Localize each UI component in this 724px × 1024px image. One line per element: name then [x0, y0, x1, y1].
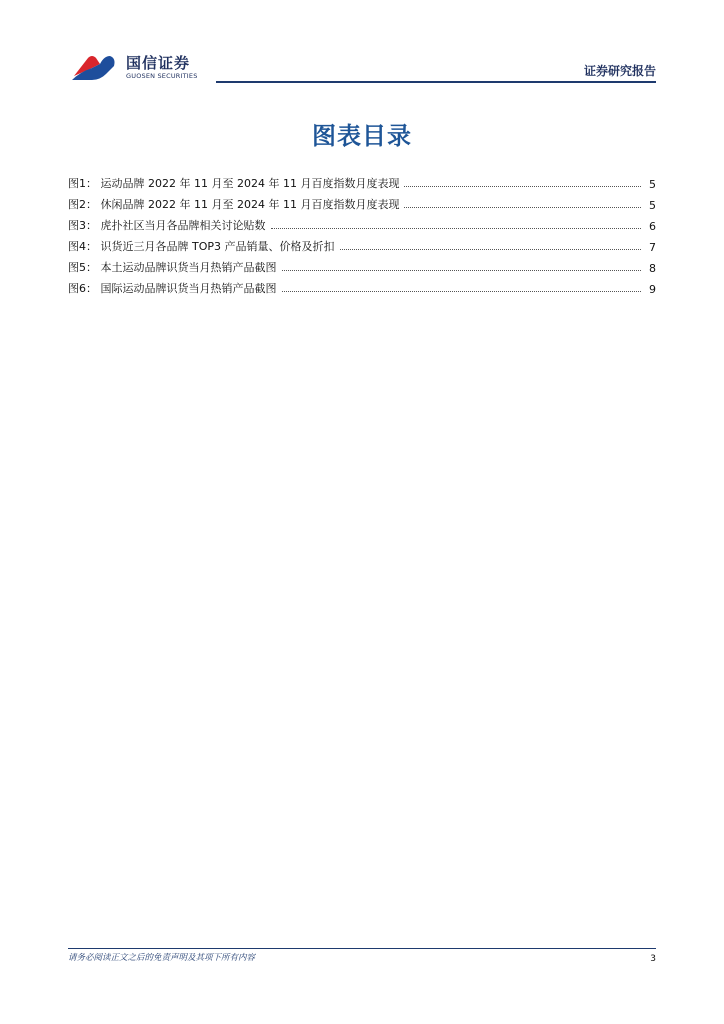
- header-divider: [216, 81, 656, 83]
- toc-entry-label: 图6： 国际运动品牌识货当月热销产品截图: [68, 282, 277, 295]
- guosen-logo-icon: [70, 50, 124, 84]
- page-number: 3: [650, 954, 656, 964]
- logo-name-en: GUOSEN SECURITIES: [126, 72, 198, 80]
- toc-dot-leader: [271, 228, 642, 229]
- footer-disclaimer: 请务必阅读正文之后的免责声明及其项下所有内容: [68, 953, 256, 963]
- toc-entry-label: 图1： 运动品牌 2022 年 11 月至 2024 年 11 月百度指数月度表现: [68, 177, 400, 190]
- figure-toc: [68, 170, 656, 296]
- toc-entry[interactable]: [68, 254, 656, 275]
- toc-entry-page: 5: [649, 199, 656, 212]
- toc-entry-label: 图5： 本土运动品牌识货当月热销产品截图: [68, 261, 277, 274]
- toc-entry-label: 图4： 识货近三月各品牌 TOP3 产品销量、价格及折扣: [68, 240, 335, 253]
- toc-entry-page: 8: [649, 262, 656, 275]
- report-type-label: 证券研究报告: [583, 64, 656, 78]
- toc-dot-leader: [282, 291, 642, 292]
- toc-entry[interactable]: [68, 233, 656, 254]
- guosen-logo: [70, 50, 210, 86]
- footer-divider: [68, 948, 656, 949]
- logo-name-cn: 国信证券: [126, 54, 191, 72]
- toc-dot-leader: [340, 249, 642, 250]
- toc-entry-label: 图3： 虎扑社区当月各品牌相关讨论贴数: [68, 219, 266, 232]
- page-header: [0, 0, 724, 90]
- toc-entry-page: 6: [649, 220, 656, 233]
- toc-entry-label: 图2： 休闲品牌 2022 年 11 月至 2024 年 11 月百度指数月度表现: [68, 198, 400, 211]
- toc-dot-leader: [404, 186, 641, 187]
- toc-dot-leader: [404, 207, 641, 208]
- toc-entry-page: 5: [649, 178, 656, 191]
- toc-title: 图表目录: [312, 122, 412, 150]
- toc-entry[interactable]: [68, 170, 656, 191]
- toc-entry[interactable]: [68, 275, 656, 296]
- toc-entry[interactable]: [68, 212, 656, 233]
- toc-entry[interactable]: [68, 191, 656, 212]
- toc-entry-page: 7: [649, 241, 656, 254]
- toc-entry-page: 9: [649, 283, 656, 296]
- toc-dot-leader: [282, 270, 642, 271]
